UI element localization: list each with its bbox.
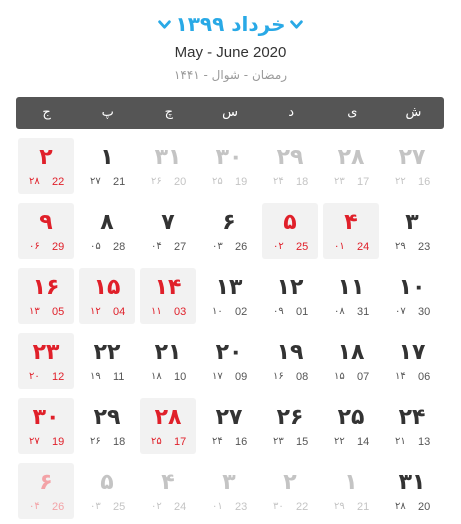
day-cell[interactable] xyxy=(262,138,318,194)
gregorian-date: 06 xyxy=(418,371,431,383)
day-cell[interactable] xyxy=(79,138,135,194)
day-cell[interactable] xyxy=(323,398,379,454)
day-number: ۲۷ xyxy=(215,405,243,430)
hijri-date: ۲۹ xyxy=(395,241,406,252)
weekday-label: ج xyxy=(42,105,51,120)
hijri-date: ۱۴ xyxy=(395,371,406,382)
hijri-date: ۲۷ xyxy=(90,176,101,187)
hijri-date: ۰۲ xyxy=(273,241,284,252)
day-cell[interactable] xyxy=(384,463,440,519)
day-cell[interactable] xyxy=(384,268,440,324)
month-title: خرداد ۱۳۹۹ xyxy=(175,12,286,36)
gregorian-date: 01 xyxy=(296,306,309,318)
hijri-date: ۰۳ xyxy=(90,501,101,512)
day-cell[interactable] xyxy=(140,203,196,259)
gregorian-date: 19 xyxy=(235,176,248,188)
hijri-date: ۱۷ xyxy=(212,371,223,382)
gregorian-date: 11 xyxy=(113,371,125,383)
day-number: ۴ xyxy=(344,210,358,235)
day-number: ۱۹ xyxy=(276,340,304,365)
day-number: ۴ xyxy=(161,470,175,495)
day-number: ۱۴ xyxy=(154,275,182,300)
day-cell[interactable] xyxy=(18,333,74,389)
day-number: ۵ xyxy=(100,470,114,495)
day-number: ۱۵ xyxy=(93,275,121,300)
hijri-date: ۳۰ xyxy=(273,501,284,512)
day-cell[interactable] xyxy=(384,398,440,454)
gregorian-date: 09 xyxy=(235,371,248,383)
gregorian-date: 29 xyxy=(52,241,65,253)
day-number: ۲۸ xyxy=(337,145,365,170)
hijri-date: ۰۶ xyxy=(29,241,40,252)
gregorian-date: 22 xyxy=(296,501,309,513)
hijri-date: ۲۸ xyxy=(29,176,40,187)
day-number: ۹ xyxy=(39,210,53,235)
hijri-date: ۰۵ xyxy=(90,241,101,252)
weekday-label: د xyxy=(288,105,295,120)
day-number: ۱۲ xyxy=(276,275,304,300)
gregorian-date: 25 xyxy=(296,241,309,253)
weekday-label: ش xyxy=(405,105,422,120)
day-cell[interactable] xyxy=(140,333,196,389)
gregorian-date: 17 xyxy=(357,176,370,188)
hijri-date: ۰۴ xyxy=(151,241,162,252)
gregorian-date: 19 xyxy=(52,436,65,448)
gregorian-date: 25 xyxy=(113,501,126,513)
day-number: ۷ xyxy=(161,210,175,235)
day-cell[interactable] xyxy=(18,463,74,519)
gregorian-date: 21 xyxy=(113,176,126,188)
weekday-label: پ xyxy=(101,105,114,120)
hijri-date: ۲۰ xyxy=(29,371,40,382)
day-cell[interactable] xyxy=(384,138,440,194)
hijri-date: ۱۰ xyxy=(212,306,223,317)
day-number: ۳۱ xyxy=(154,145,182,170)
gregorian-date: 20 xyxy=(418,501,431,513)
day-cell[interactable] xyxy=(262,398,318,454)
hijri-date: ۲۹ xyxy=(334,501,345,512)
gregorian-date: 15 xyxy=(296,436,309,448)
day-cell[interactable] xyxy=(79,268,135,324)
hijri-date: ۲۴ xyxy=(273,176,284,187)
gregorian-date: 08 xyxy=(296,371,309,383)
hijri-month-title: رمضان - شوال - ۱۴۴۱ xyxy=(173,68,288,82)
day-cell[interactable] xyxy=(384,203,440,259)
hijri-date: ۰۸ xyxy=(334,306,345,317)
day-number: ۲۹ xyxy=(276,145,304,170)
hijri-date: ۰۱ xyxy=(212,501,223,512)
day-number: ۱ xyxy=(100,145,114,170)
gregorian-date: 05 xyxy=(52,306,65,318)
gregorian-date: 04 xyxy=(113,306,126,318)
day-cell[interactable] xyxy=(79,203,135,259)
gregorian-date: 24 xyxy=(174,501,187,513)
hijri-date: ۲۴ xyxy=(212,436,223,447)
day-cell[interactable] xyxy=(18,203,74,259)
day-cell[interactable] xyxy=(262,203,318,259)
hijri-date: ۱۶ xyxy=(273,371,284,382)
gregorian-date: 23 xyxy=(235,501,248,513)
hijri-date: ۲۶ xyxy=(90,436,101,447)
day-cell[interactable] xyxy=(201,463,257,519)
day-number: ۱۶ xyxy=(32,275,60,300)
day-cell[interactable] xyxy=(18,398,74,454)
hijri-date: ۲۳ xyxy=(273,436,284,447)
hijri-date: ۲۱ xyxy=(395,436,406,447)
month-selector-row xyxy=(0,12,461,36)
gregorian-date: 18 xyxy=(113,436,126,448)
hijri-date: ۰۹ xyxy=(273,306,284,317)
day-number: ۱ xyxy=(344,470,358,495)
gregorian-date: 28 xyxy=(113,241,126,253)
hijri-date: ۱۸ xyxy=(151,371,162,382)
gregorian-date: 02 xyxy=(235,306,248,318)
weekday-label: چ xyxy=(164,105,174,120)
day-number: ۲۶ xyxy=(276,405,304,430)
hijri-date: ۲۷ xyxy=(29,436,40,447)
day-number: ۸ xyxy=(100,210,114,235)
day-number: ۱۸ xyxy=(337,340,365,365)
gregorian-date: 22 xyxy=(52,176,65,188)
chevron-down-icon[interactable] xyxy=(158,18,171,31)
day-cell[interactable] xyxy=(140,463,196,519)
hijri-date: ۲۸ xyxy=(395,501,406,512)
chevron-down-icon[interactable] xyxy=(290,18,303,31)
day-number: ۱۱ xyxy=(337,275,365,300)
day-cell[interactable] xyxy=(18,138,74,194)
hijri-date: ۲۳ xyxy=(334,176,345,187)
gregorian-date: 20 xyxy=(174,176,187,188)
day-number: ۵ xyxy=(283,210,297,235)
day-number: ۲۹ xyxy=(93,405,121,430)
gregorian-date: 18 xyxy=(296,176,309,188)
day-number: ۲۲ xyxy=(93,340,121,365)
day-number: ۲۴ xyxy=(398,405,426,430)
day-number: ۱۷ xyxy=(398,340,426,365)
day-number: ۱۰ xyxy=(398,275,426,300)
hijri-date: ۱۳ xyxy=(29,306,40,317)
day-cell[interactable] xyxy=(262,268,318,324)
gregorian-date: 31 xyxy=(357,306,370,318)
day-number: ۲۵ xyxy=(337,405,365,430)
gregorian-date: 30 xyxy=(418,306,431,318)
gregorian-date: 10 xyxy=(174,371,187,383)
day-number: ۲۱ xyxy=(154,340,182,365)
day-number: ۲۷ xyxy=(398,145,426,170)
day-cell[interactable] xyxy=(79,398,135,454)
gregorian-date: 23 xyxy=(418,241,431,253)
gregorian-date: 27 xyxy=(174,241,187,253)
day-cell[interactable] xyxy=(201,398,257,454)
hijri-date: ۱۵ xyxy=(334,371,345,382)
hijri-date: ۱۲ xyxy=(90,306,101,317)
hijri-date: ۲۵ xyxy=(212,176,223,187)
day-number: ۲ xyxy=(283,470,297,495)
day-number: ۳ xyxy=(222,470,236,495)
hijri-date: ۲۶ xyxy=(151,176,162,187)
day-number: ۲۸ xyxy=(154,405,182,430)
day-cell[interactable] xyxy=(323,463,379,519)
hijri-date: ۰۴ xyxy=(29,501,40,512)
hijri-date: ۰۳ xyxy=(212,241,223,252)
day-number: ۲۰ xyxy=(215,340,243,365)
day-cell[interactable] xyxy=(201,203,257,259)
day-number: ۳۰ xyxy=(215,145,243,170)
weekday-header xyxy=(16,97,444,129)
day-cell[interactable] xyxy=(79,463,135,519)
weekday-label: ی xyxy=(347,105,358,120)
day-cell[interactable] xyxy=(262,333,318,389)
gregorian-date: 03 xyxy=(174,306,187,318)
day-cell[interactable] xyxy=(384,333,440,389)
day-cell[interactable] xyxy=(140,398,196,454)
day-cell[interactable] xyxy=(323,138,379,194)
day-cell[interactable] xyxy=(18,268,74,324)
gregorian-date: 26 xyxy=(235,241,248,253)
weekday-label: س xyxy=(222,105,238,120)
gregorian-date: 12 xyxy=(52,371,65,383)
day-number: ۳۰ xyxy=(32,405,60,430)
day-cell[interactable] xyxy=(201,138,257,194)
gregorian-month-title: May - June 2020 xyxy=(174,44,287,61)
day-number: ۶ xyxy=(222,210,236,235)
day-cell[interactable] xyxy=(323,268,379,324)
day-cell[interactable] xyxy=(140,268,196,324)
day-number: ۳ xyxy=(405,210,419,235)
day-number: ۶ xyxy=(39,470,53,495)
gregorian-date: 24 xyxy=(357,241,370,253)
day-number: ۲۳ xyxy=(32,340,60,365)
day-cell[interactable] xyxy=(140,138,196,194)
day-cell[interactable] xyxy=(323,333,379,389)
day-cell[interactable] xyxy=(79,333,135,389)
day-number: ۲ xyxy=(39,145,53,170)
hijri-date: ۲۵ xyxy=(151,436,162,447)
day-cell[interactable] xyxy=(323,203,379,259)
hijri-date: ۰۲ xyxy=(151,501,162,512)
hijri-date: ۲۲ xyxy=(334,436,345,447)
day-number: ۳۱ xyxy=(398,470,426,495)
gregorian-date: 26 xyxy=(52,501,65,513)
hijri-date: ۰۱ xyxy=(334,241,345,252)
day-cell[interactable] xyxy=(201,333,257,389)
gregorian-date: 16 xyxy=(418,176,431,188)
month-selector[interactable] xyxy=(158,12,302,36)
hijri-date: ۰۷ xyxy=(395,306,406,317)
gregorian-date: 13 xyxy=(418,436,431,448)
gregorian-date: 14 xyxy=(357,436,370,448)
gregorian-date: 07 xyxy=(357,371,370,383)
hijri-date: ۲۲ xyxy=(395,176,406,187)
hijri-date: ۱۹ xyxy=(90,371,101,382)
gregorian-date: 16 xyxy=(235,436,248,448)
day-number: ۱۳ xyxy=(215,275,243,300)
hijri-date: ۱۱ xyxy=(151,306,162,317)
gregorian-date: 17 xyxy=(174,436,187,448)
gregorian-date: 21 xyxy=(357,501,370,513)
day-cell[interactable] xyxy=(262,463,318,519)
day-cell[interactable] xyxy=(201,268,257,324)
